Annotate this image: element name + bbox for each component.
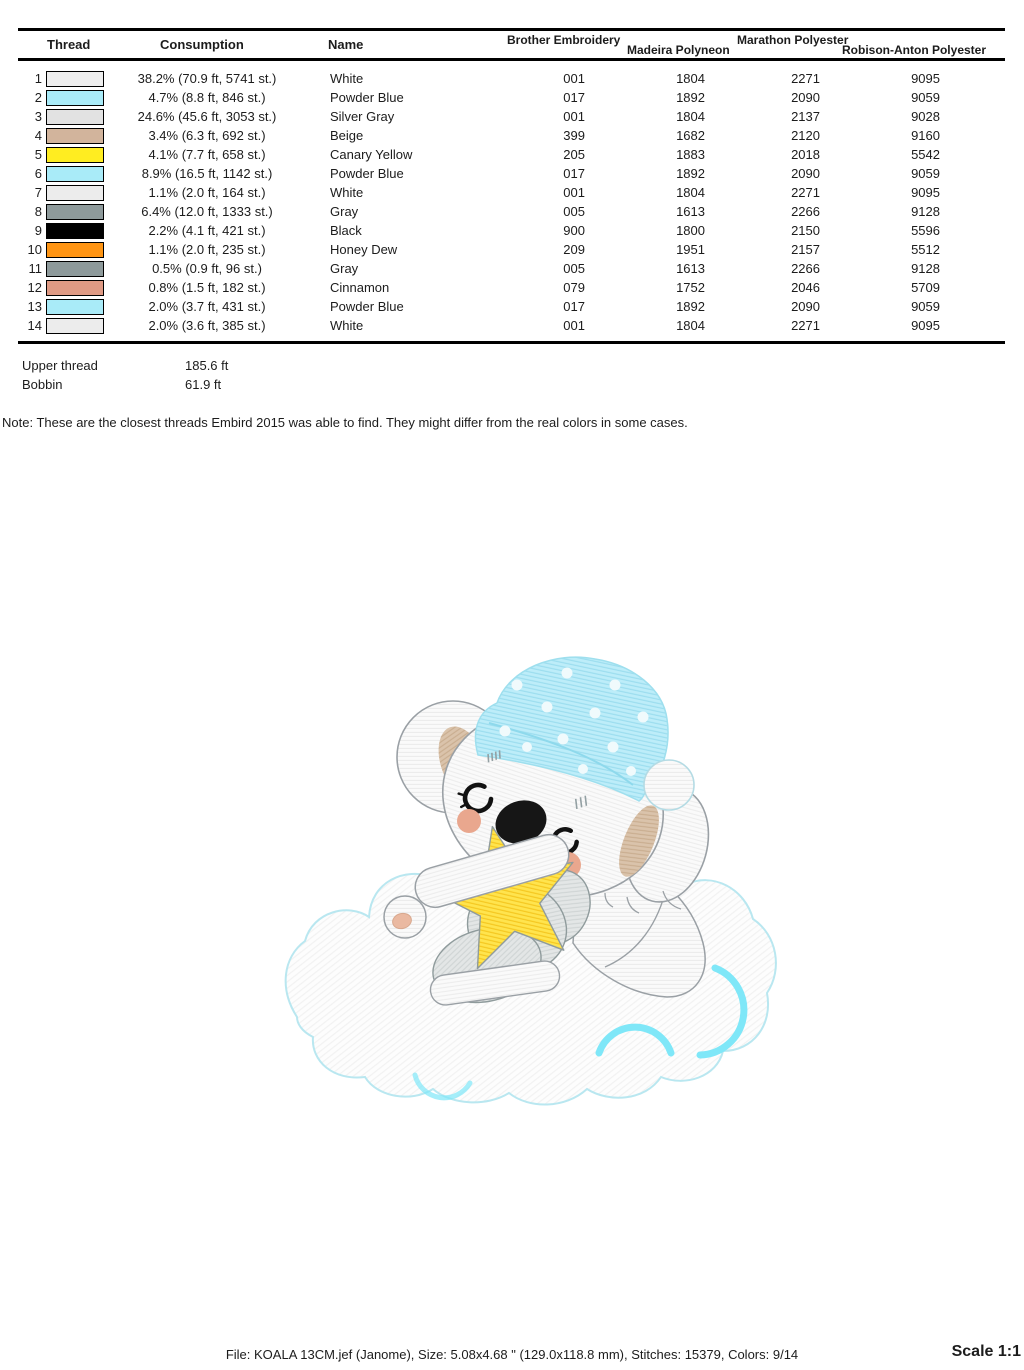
marathon-column-header: Marathon Polyester [737,33,849,47]
thread-swatch-cell [45,90,107,106]
marathon-code-cell: 2137 [791,109,820,124]
marathon-code-cell: 2271 [791,318,820,333]
thread-name-cell: White [330,185,364,200]
brother-code-cell: 900 [563,223,585,238]
thread-swatch-cell [45,166,107,182]
madeira-code-cell: 1892 [676,299,705,314]
madeira-code-cell: 1883 [676,147,705,162]
brother-code-cell: 005 [563,261,585,276]
thread-row [18,88,1005,107]
thread-color-swatch [46,166,104,182]
brother-code-cell: 001 [563,318,585,333]
consumption-cell: 8.9% (16.5 ft, 1142 st.) [141,166,273,181]
row-number: 10 [27,242,42,257]
consumption-cell: 1.1% (2.0 ft, 235 st.) [148,242,266,257]
thread-swatch-cell [45,280,107,296]
thread-name-cell: Cinnamon [330,280,390,295]
row-number: 5 [34,147,42,162]
consumption-cell: 4.1% (7.7 ft, 658 st.) [148,147,266,162]
table-header [18,31,1005,61]
thread-row [18,259,1005,278]
marathon-code-cell: 2150 [791,223,820,238]
thread-color-swatch [46,109,104,125]
consumption-cell: 2.0% (3.7 ft, 431 st.) [148,299,266,314]
thread-swatch-cell [45,299,107,315]
thread-color-swatch [46,299,104,315]
row-number: 6 [34,166,42,181]
thread-name-cell: Powder Blue [330,166,404,181]
consumption-cell: 3.4% (6.3 ft, 692 st.) [148,128,266,143]
thread-row [18,297,1005,316]
thread-row [18,316,1005,335]
koala-design-preview [265,645,780,1125]
robison-code-cell: 9095 [911,185,940,200]
marathon-code-cell: 2090 [791,90,820,105]
madeira-code-cell: 1804 [676,318,705,333]
thread-row [18,221,1005,240]
table-body [18,61,1005,344]
thread-name-cell: White [330,318,364,333]
robison-code-cell: 9095 [911,71,940,86]
row-number: 7 [34,185,42,200]
thread-swatch-cell [45,147,107,163]
thread-color-swatch [46,242,104,258]
consumption-cell: 0.8% (1.5 ft, 182 st.) [148,280,266,295]
thread-row [18,202,1005,221]
thread-swatch-cell [45,185,107,201]
consumption-cell: 0.5% (0.9 ft, 96 st.) [152,261,262,276]
row-number: 13 [27,299,42,314]
thread-color-swatch [46,223,104,239]
bobbin-label: Bobbin [22,377,63,392]
thread-swatch-cell [45,318,107,334]
thread-swatch-cell [45,71,107,87]
robison-code-cell: 9128 [911,261,940,276]
brother-code-cell: 205 [563,147,585,162]
madeira-code-cell: 1951 [676,242,705,257]
brother-code-cell: 001 [563,109,585,124]
thread-color-swatch [46,71,104,87]
madeira-code-cell: 1804 [676,109,705,124]
brother-code-cell: 017 [563,299,585,314]
row-number: 3 [34,109,42,124]
file-info: File: KOALA 13CM.jef (Janome), Size: 5.08x4.68 " (129.0x118.8 mm), Stitches: 15379, Colors: 9/14 [225,1347,799,1362]
robison-code-cell: 9028 [911,109,940,124]
madeira-code-cell: 1613 [676,261,705,276]
thread-row [18,107,1005,126]
consumption-column-header: Consumption [160,37,244,52]
marathon-code-cell: 2157 [791,242,820,257]
thread-swatch-cell [45,204,107,220]
thread-color-swatch [46,90,104,106]
brother-code-cell: 001 [563,71,585,86]
thread-row [18,240,1005,259]
thread-column-header: Thread [47,37,91,52]
madeira-code-cell: 1892 [676,90,705,105]
thread-row [18,69,1005,88]
thread-row [18,278,1005,297]
bobbin-value: 61.9 ft [185,377,222,392]
robison-code-cell: 5709 [911,280,940,295]
robison-code-cell: 9059 [911,90,940,105]
madeira-code-cell: 1682 [676,128,705,143]
thread-name-cell: Gray [330,261,359,276]
note-text: Note: These are the closest threads Embird 2015 was able to find. They might differ from the real colors in some cases. [2,415,688,430]
thread-color-swatch [46,261,104,277]
thread-swatch-cell [45,128,107,144]
thread-color-swatch [46,318,104,334]
consumption-cell: 6.4% (12.0 ft, 1333 st.) [141,204,273,219]
brother-code-cell: 017 [563,90,585,105]
thread-color-swatch [46,185,104,201]
thread-swatch-cell [45,223,107,239]
marathon-code-cell: 2090 [791,299,820,314]
marathon-code-cell: 2266 [791,204,820,219]
left-cheek [457,809,481,833]
consumption-cell: 4.7% (8.8 ft, 846 st.) [148,90,266,105]
thread-name-cell: Powder Blue [330,90,404,105]
robison-code-cell: 9059 [911,299,940,314]
thread-row [18,145,1005,164]
madeira-code-cell: 1800 [676,223,705,238]
consumption-cell: 1.1% (2.0 ft, 164 st.) [148,185,266,200]
consumption-cell: 2.2% (4.1 ft, 421 st.) [148,223,266,238]
thread-name-cell: Gray [330,204,359,219]
row-number: 2 [34,90,42,105]
thread-swatch-cell [45,109,107,125]
thread-color-swatch [46,128,104,144]
thread-color-swatch [46,280,104,296]
row-number: 14 [27,318,42,333]
brother-code-cell: 399 [563,128,585,143]
robison-code-cell: 9128 [911,204,940,219]
consumption-table [18,28,1005,344]
thread-color-swatch [46,204,104,220]
row-number: 11 [28,261,42,276]
thread-row [18,164,1005,183]
madeira-code-cell: 1752 [676,280,705,295]
robison-code-cell: 9095 [911,318,940,333]
upper-thread-value: 185.6 ft [185,358,229,373]
marathon-code-cell: 2266 [791,261,820,276]
name-column-header: Name [328,37,364,52]
brother-code-cell: 209 [563,242,585,257]
row-number: 1 [34,71,42,86]
marathon-code-cell: 2271 [791,71,820,86]
thread-row [18,183,1005,202]
marathon-code-cell: 2090 [791,166,820,181]
marathon-code-cell: 2271 [791,185,820,200]
paw [384,896,426,938]
thread-name-cell: Honey Dew [330,242,398,257]
consumption-cell: 38.2% (70.9 ft, 5741 st.) [137,71,277,86]
thread-name-cell: Black [330,223,362,238]
thread-swatch-cell [45,242,107,258]
thread-name-cell: Silver Gray [330,109,395,124]
robison-code-cell: 5542 [911,147,940,162]
madeira-code-cell: 1804 [676,71,705,86]
thread-name-cell: White [330,71,364,86]
row-number: 12 [27,280,42,295]
robison-code-cell: 9160 [911,128,940,143]
marathon-code-cell: 2120 [791,128,820,143]
marathon-code-cell: 2046 [791,280,820,295]
madeira-code-cell: 1892 [676,166,705,181]
robison-column-header: Robison-Anton Polyester [842,43,987,57]
brother-code-cell: 079 [563,280,585,295]
brother-code-cell: 017 [563,166,585,181]
pompom [644,760,694,810]
row-number: 4 [34,128,42,143]
consumption-cell: 2.0% (3.6 ft, 385 st.) [148,318,266,333]
brother-code-cell: 001 [563,185,585,200]
thread-name-cell: Beige [330,128,364,143]
consumption-cell: 24.6% (45.6 ft, 3053 st.) [137,109,277,124]
robison-code-cell: 5512 [911,242,940,257]
marathon-code-cell: 2018 [791,147,820,162]
thread-row [18,126,1005,145]
brother-code-cell: 005 [563,204,585,219]
upper-thread-label: Upper thread [22,358,98,373]
scale-indicator: Scale 1:1 [951,1343,1021,1360]
robison-code-cell: 9059 [911,166,940,181]
thread-swatch-cell [45,261,107,277]
robison-code-cell: 5596 [911,223,940,238]
brother-column-header: Brother Embroidery [507,33,621,47]
thread-name-cell: Canary Yellow [330,147,413,162]
madeira-code-cell: 1613 [676,204,705,219]
row-number: 9 [34,223,42,238]
row-number: 8 [34,204,42,219]
madeira-column-header: Madeira Polyneon [627,43,730,57]
madeira-code-cell: 1804 [676,185,705,200]
thread-color-swatch [46,147,104,163]
thread-name-cell: Powder Blue [330,299,404,314]
